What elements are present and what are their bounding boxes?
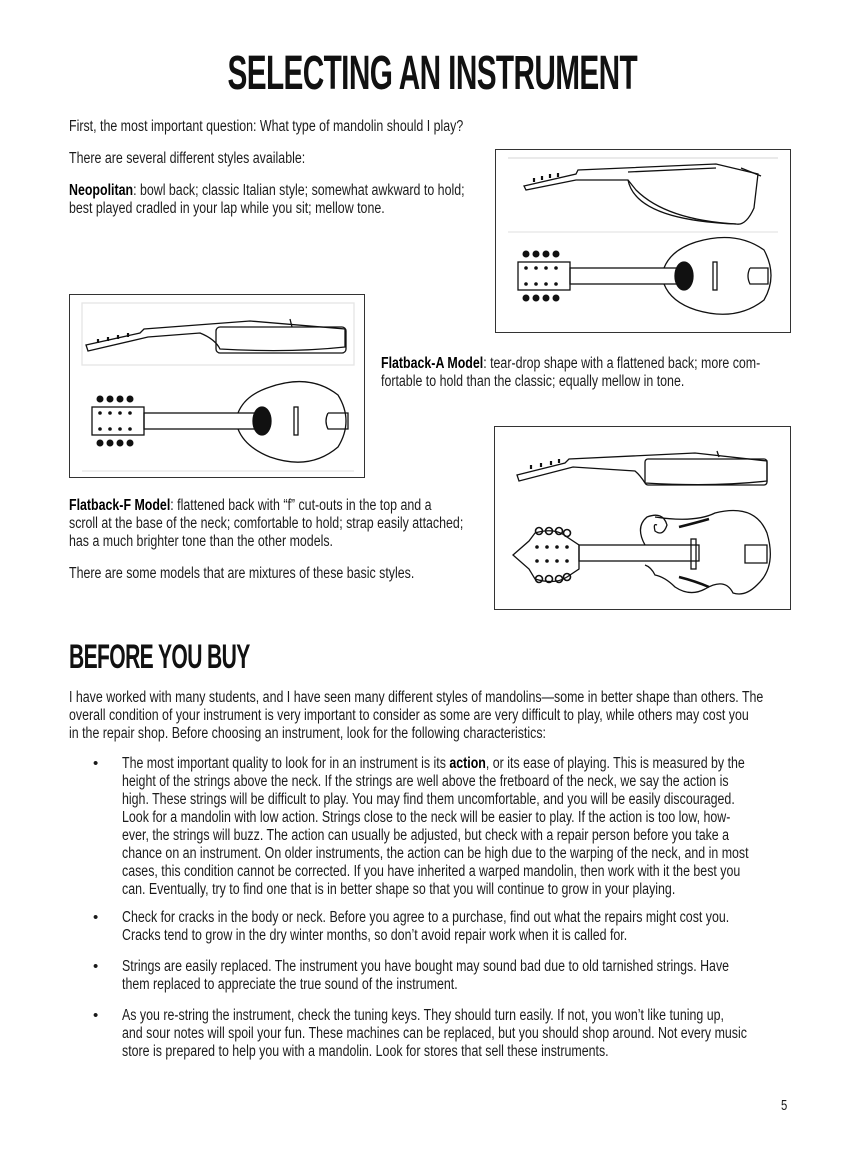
style-desc-line: best played cradled in your lap while you sit; mellow tone. bbox=[69, 200, 385, 217]
bullet-line: can. Eventually, try to find one that is in better shape so that you will continue to grow in your playing. bbox=[122, 881, 676, 898]
bullet-icon: • bbox=[93, 755, 99, 772]
page-title bbox=[0, 46, 864, 101]
style-desc-line: : bowl back; classic Italian style; somewhat awkward to hold; bbox=[133, 182, 465, 199]
bullet-line: ever, the strings will buzz. The action can usually be adjusted, but check with a repair person before you take a bbox=[122, 827, 730, 844]
bullet-line: Check for cracks in the body or neck. Before you agree to a purchase, find out what the repairs might cost you. bbox=[122, 909, 730, 926]
style-desc-line: : tear-drop shape with a flattened back; more com- bbox=[483, 355, 761, 372]
styles-intro-text: There are several different styles available: bbox=[69, 150, 306, 167]
bullet-line: high. These strings will be difficult to play. You may find them uncomfortable, and you will be easily discouraged. bbox=[122, 791, 735, 808]
style-desc-line: : flattened back with “f” cut-outs in the top and a bbox=[170, 497, 432, 514]
bullet-line: Strings are easily replaced. The instrument you have bought may sound bad due to old tarnished strings. Have bbox=[122, 958, 730, 975]
intro-question bbox=[69, 118, 562, 136]
page-number-text: 5 bbox=[780, 1097, 787, 1114]
style-name: Flatback-A Model bbox=[381, 355, 484, 372]
figure-flatback-a bbox=[69, 294, 365, 478]
bullet-icon: • bbox=[93, 909, 99, 926]
intro-line: I have worked with many students, and I have seen many different styles of mandolins—some in better shape than others. The bbox=[69, 689, 764, 706]
figure-neopolitan bbox=[495, 149, 791, 333]
page-title-text: SELECTING AN INSTRUMENT bbox=[227, 47, 637, 100]
bullet-icon: • bbox=[93, 958, 99, 975]
bullet-line: Look for a mandolin with low action. Strings close to the neck will be easier to play. If the action is too low, how- bbox=[122, 809, 731, 826]
intro-question-text: First, the most important question: What type of mandolin should I play? bbox=[69, 118, 464, 135]
styles-intro bbox=[69, 150, 364, 168]
style-desc-line: fortable to hold than the classic; equally mellow in tone. bbox=[381, 373, 685, 390]
style-flatback-f-text bbox=[69, 497, 562, 551]
before-you-buy-intro bbox=[69, 689, 864, 743]
page-number bbox=[781, 1097, 789, 1114]
style-name: Neopolitan bbox=[69, 182, 134, 199]
mixtures-note-text: There are some models that are mixtures of these basic styles. bbox=[69, 565, 415, 582]
bullet-bold-term: action bbox=[449, 755, 486, 772]
neopolitan-mandolin-illustration bbox=[496, 150, 790, 332]
style-name: Flatback-F Model bbox=[69, 497, 171, 514]
style-flatback-a-text bbox=[381, 355, 855, 391]
flatback-a-mandolin-illustration bbox=[70, 295, 364, 477]
mixtures-note bbox=[69, 565, 501, 583]
bullet-line: and sour notes will spoil your fun. These machines can be replaced, but you should shop around. Not every music bbox=[122, 1025, 747, 1042]
bullet-line: height of the strings above the neck. If the strings are well above the fretboard of the neck, we say the action is bbox=[122, 773, 729, 790]
style-desc-line: has a much brighter tone than the other models. bbox=[69, 533, 334, 550]
bullet-line: cases, this condition cannot be corrected. If you have inherited a warped mandolin, then work with it the best you bbox=[122, 863, 741, 880]
style-desc-line: scroll at the base of the neck; comfortable to hold; strap easily attached; bbox=[69, 515, 464, 532]
bullet-text: The most important quality to look for in an instrument is its bbox=[122, 755, 450, 772]
intro-line: overall condition of your instrument is very important to consider as some are very difficult to play, while others may cost you bbox=[69, 707, 749, 724]
section-heading-text: BEFORE YOU BUY bbox=[69, 638, 250, 676]
section-heading-before-you-buy bbox=[69, 638, 360, 677]
intro-line: in the repair shop. Before choosing an instrument, look for the following characteristics: bbox=[69, 725, 546, 742]
bullet-line: chance on an instrument. On older instruments, the action can be high due to the warping of the neck, and in most bbox=[122, 845, 749, 862]
bullet-icon: • bbox=[93, 1007, 99, 1024]
bullet-line: them replaced to appreciate the true sound of the instrument. bbox=[122, 976, 458, 993]
bullet-line: As you re-string the instrument, check the tuning keys. They should turn easily. If not, you won’t like tuning up, bbox=[122, 1007, 724, 1024]
bullet-text: , or its ease of playing. This is measured by the bbox=[485, 755, 745, 772]
bullet-line: store is prepared to help you with a mandolin. Look for stores that sell these instruments. bbox=[122, 1043, 609, 1060]
style-neopolitan-text bbox=[69, 182, 563, 218]
bullet-line: Cracks tend to grow in the dry winter months, so don’t avoid repair work when it is called for. bbox=[122, 927, 628, 944]
